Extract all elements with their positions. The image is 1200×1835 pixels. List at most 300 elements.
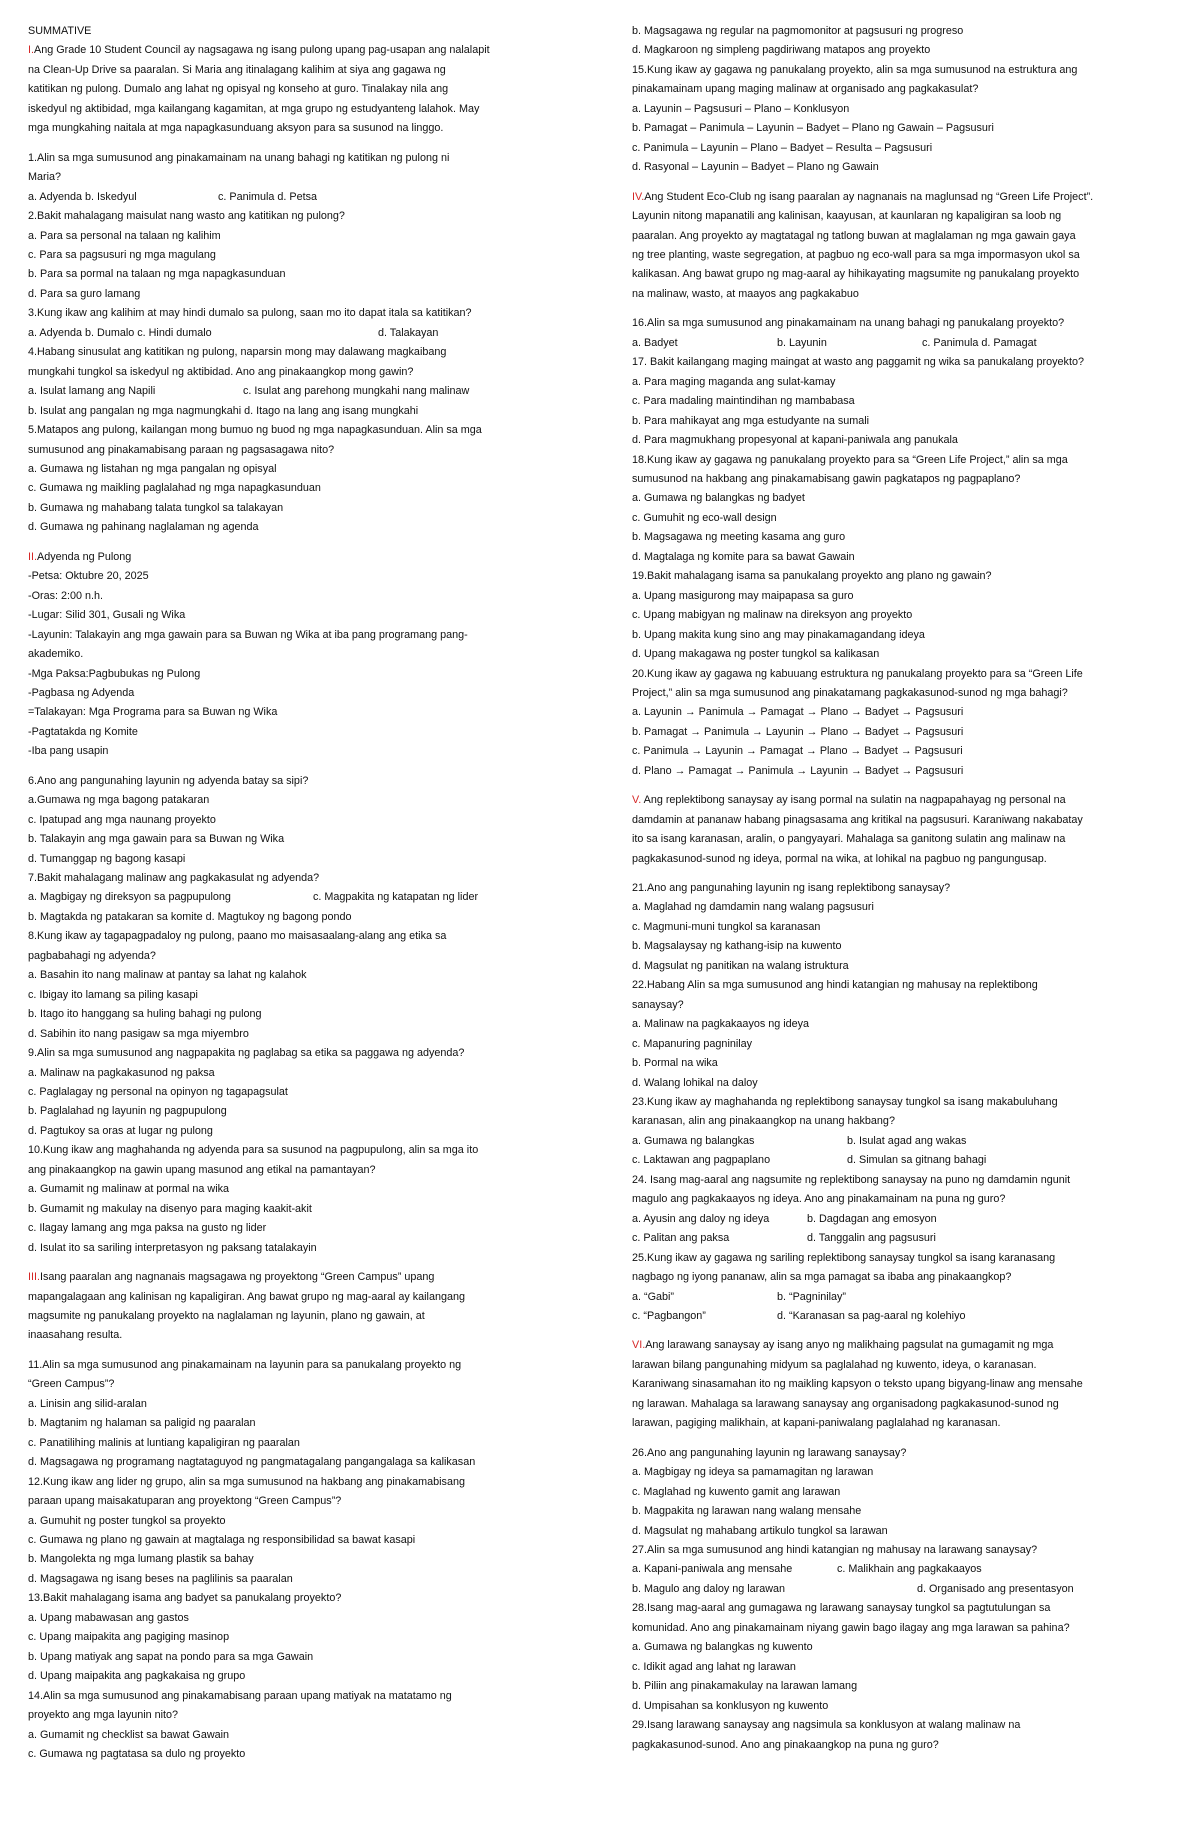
text-line <box>632 1463 1167 1482</box>
line-text: a. Para sa personal na talaan ng kalihim <box>28 229 221 242</box>
text-line <box>632 451 1167 470</box>
line-text: d. Sabihin ito nang pasigaw sa mga miyembro <box>28 1027 249 1040</box>
section-intro-text: Ang larawang sanaysay ay isang anyo ng malikhaing pagsulat na gumagamit ng mga <box>645 1339 1054 1352</box>
line-text: a. Gumawa ng balangkas ng badyet <box>632 492 805 505</box>
text-line <box>28 587 563 606</box>
text-line <box>632 1171 1167 1190</box>
section-marker: I. <box>28 44 34 57</box>
text-line <box>28 246 563 265</box>
section-marker: V. <box>632 794 642 807</box>
inline-choice: d. Tanggalin ang pagsusuri <box>807 1232 936 1245</box>
line-text: 17. Bakit kailangang maging maingat at wasto ang paggamit ng wika sa panukalang proyekto? <box>632 356 1084 369</box>
line-text: iskedyul ng aktibidad, mga kailangang kagamitan, at mga grupo ng estudyanteng lalahok. May <box>28 102 480 115</box>
text-line <box>632 1375 1167 1394</box>
section-marker: IV. <box>632 190 645 203</box>
line-text: 5.Matapos ang pulong, kailangan mong bumuo ng buod ng mga napagkasunduan. Alin sa mga <box>28 424 482 437</box>
line-text: a. Para maging maganda ang sulat-kamay <box>632 375 836 388</box>
left-column-body <box>28 41 563 1764</box>
text-line <box>28 1064 563 1083</box>
text-line <box>28 1531 563 1550</box>
line-text: 29.Isang larawang sanaysay ang nagsimula sa konklusyon at walang malinaw na <box>632 1719 1021 1732</box>
text-line <box>632 1697 1167 1716</box>
text-line <box>632 119 1167 138</box>
text-line <box>28 869 563 888</box>
line-text: d. Magsagawa ng programang nagtataguyod ng pangmatagalang pangangalaga sa kalikasan <box>28 1456 476 1469</box>
line-text: b. Pamagat → Panimula → Layunin → Plano → Badyet → Pagsusuri <box>632 725 964 738</box>
line-text: larawan bilang pangunahing midyum sa paglalahad ng kuwento, ideya, o karanasan. <box>632 1358 1037 1371</box>
text-line <box>632 1522 1167 1541</box>
line-text: c. Ilagay lamang ang mga paksa na gusto ng lider <box>28 1222 267 1235</box>
line-text: Maria? <box>28 171 62 184</box>
text-line <box>632 227 1167 246</box>
text-line <box>28 1706 563 1725</box>
line-text: 25.Kung ikaw ay gagawa ng sariling replektibong sanaysay tungkol sa isang karanasang <box>632 1251 1056 1264</box>
line-text: magsumite ng panukalang proyekto na naglalaman ng layunin, plano ng gawain, at <box>28 1310 425 1322</box>
line-text: b. Gumawa ng mahabang talata tungkol sa talakayan <box>28 501 284 514</box>
line-text: 13.Bakit mahalagang isama ang badyet sa panukalang proyekto? <box>28 1592 342 1605</box>
text-line <box>632 703 1167 722</box>
text-line <box>632 1015 1167 1034</box>
line-text: magulo ang pagkakaayos ng ideya. Ano ang pinakamainam na puna ng guro? <box>632 1193 1006 1206</box>
line-text: c. Gumawa ng maikling paglalahad ng mga napagkasunduan <box>28 482 321 495</box>
text-line <box>632 1414 1167 1433</box>
inline-choice: a. Magbigay ng direksyon sa pagpupulong <box>28 891 231 904</box>
line-text: Project,” alin sa mga sumusunod ang pinakatamang pagkakasunod-sunod ng mga bahagi? <box>632 686 1068 699</box>
line-text: b. Mangolekta ng mga lumang plastik sa bahay <box>28 1553 254 1566</box>
line-text: sanaysay? <box>632 998 684 1011</box>
text-line <box>28 626 563 645</box>
line-text: c. Gumuhit ng eco-wall design <box>632 511 777 524</box>
section-marker: VI. <box>632 1339 646 1352</box>
section-spacer <box>28 1346 563 1356</box>
text-line <box>28 1395 563 1414</box>
text-line <box>632 1054 1167 1073</box>
text-line <box>28 1102 563 1121</box>
inline-choice: a. Ayusin ang daloy ng ideya <box>632 1212 770 1225</box>
line-text: mungkahi tungkol sa iskedyul ng aktibidad. Ano ang pinakaangkop mong gawin? <box>28 365 414 378</box>
line-text: 19.Bakit mahalagang isama sa panukalang proyekto ang plano ng gawain? <box>632 570 992 583</box>
text-line <box>28 149 563 168</box>
text-line <box>632 996 1167 1015</box>
inline-choice: a. Kapani-paniwala ang mensahe <box>632 1563 793 1576</box>
line-text: b. Pamagat – Panimula – Layunin – Badyet – Plano ng Gawain – Pagsusuri <box>632 122 994 135</box>
text-line <box>632 850 1167 869</box>
text-line <box>28 207 563 226</box>
text-line <box>28 1219 563 1238</box>
text-line <box>632 742 1167 761</box>
line-text: b. Magsagawa ng meeting kasama ang guro <box>632 531 846 544</box>
text-line <box>28 1122 563 1141</box>
section-spacer <box>632 781 1167 791</box>
line-text: b. Paglalahad ng layunin ng pagpupulong <box>28 1105 227 1118</box>
text-line <box>632 246 1167 265</box>
text-line <box>632 1541 1167 1560</box>
inline-choice: d. Simulan sa gitnang bahagi <box>847 1154 987 1167</box>
line-text: b. Pormal na wika <box>632 1057 718 1070</box>
text-line <box>632 1288 1167 1307</box>
section-spacer <box>632 869 1167 879</box>
text-line <box>28 908 563 927</box>
text-line <box>632 762 1167 781</box>
line-text: -Oras: 2:00 n.h. <box>28 589 104 602</box>
line-text: komunidad. Ano ang pinakamainam niyang gawin bago ilagay ang mga larawan sa pahina? <box>632 1621 1070 1634</box>
inline-choice: b. Magulo ang daloy ng larawan <box>632 1582 786 1595</box>
line-text: d. Para magmukhang propesyonal at kapani-paniwala ang panukala <box>632 434 958 447</box>
text-line <box>632 898 1167 917</box>
text-line <box>632 791 1167 810</box>
text-line <box>632 80 1167 99</box>
line-text: katitikan ng pulong. Dumalo ang lahat ng opisyal ng konseho at guro. Tinalakay nila ang <box>28 83 449 96</box>
line-text: a. Linisin ang silid-aralan <box>28 1397 147 1410</box>
text-line <box>28 1005 563 1024</box>
text-line <box>632 334 1167 353</box>
line-text: d. Tumanggap ng bagong kasapi <box>28 852 186 865</box>
line-text: c. Para madaling maintindihan ng mambabasa <box>632 395 855 408</box>
line-text: b. Magpakita ng larawan nang walang mensahe <box>632 1505 862 1518</box>
line-text: c. Panimula – Layunin – Plano – Badyet – Resulta – Pagsusuri <box>632 141 933 154</box>
line-text: b. Upang makita kung sino ang may pinakamagandang ideya <box>632 628 925 641</box>
text-line <box>632 937 1167 956</box>
text-line <box>28 1628 563 1647</box>
line-text: 26.Ano ang pangunahing layunin ng larawang sanaysay? <box>632 1446 907 1459</box>
text-line <box>28 61 563 80</box>
text-line <box>28 1414 563 1433</box>
text-line <box>28 188 563 207</box>
line-text: kalikasan. Ang bawat grupo ng mag-aaral ay hihikayating magsumite ng panukalang proyekto <box>632 268 1080 281</box>
line-text: b. Gumamit ng makulay na disenyo para maging kaakit-akit <box>28 1202 312 1215</box>
text-line <box>28 723 563 742</box>
line-text: c. Gumawa ng pagtatasa sa dulo ng proyekto <box>28 1747 246 1760</box>
text-line <box>632 1268 1167 1287</box>
text-line <box>632 1249 1167 1268</box>
text-line <box>28 665 563 684</box>
line-text: b. Magtanim ng halaman sa paligid ng paaralan <box>28 1417 256 1430</box>
text-line <box>28 1044 563 1063</box>
line-text: b. Magtakda ng patakaran sa komite d. Magtukoy ng bagong pondo <box>28 910 352 923</box>
text-line <box>632 373 1167 392</box>
line-text: a. Layunin → Panimula → Pamagat → Plano → Badyet → Pagsusuri <box>632 706 964 719</box>
line-text: 4.Habang sinusulat ang katitikan ng pulong, naparsin mong may dalawang magkaibang <box>28 346 447 359</box>
line-text: proyekto ang mga layunin nito? <box>28 1709 179 1722</box>
text-line <box>632 1599 1167 1618</box>
line-text: a.Gumawa ng mga bagong patakaran <box>28 794 210 807</box>
section-spacer <box>632 178 1167 188</box>
text-line <box>632 41 1167 60</box>
line-text: pagkakasunod-sunod. Ano ang pinakaangkop na puna ng guro? <box>632 1738 939 1751</box>
text-line <box>28 324 563 343</box>
text-line <box>28 742 563 761</box>
text-line <box>28 684 563 703</box>
text-line <box>632 548 1167 567</box>
line-text: 12.Kung ikaw ang lider ng grupo, alin sa mga sumusunod na hakbang ang pinakamabisang <box>28 1475 465 1488</box>
text-line <box>28 1687 563 1706</box>
right-column-body <box>632 22 1167 1755</box>
line-text: c. Paglalagay ng personal na opinyon ng tagapagsulat <box>28 1086 288 1099</box>
line-text: Layunin nitong mapanatili ang kalinisan, kaayusan, at kaunlaran ng kapaligiran sa loob ng <box>632 210 1062 223</box>
text-line <box>632 1190 1167 1209</box>
text-line <box>632 606 1167 625</box>
text-line <box>28 606 563 625</box>
section-spacer <box>632 304 1167 314</box>
line-text: b. Upang matiyak ang sapat na pondo para sa mga Gawain <box>28 1650 314 1663</box>
text-line <box>28 1375 563 1394</box>
line-text: paraan upang maisakatuparan ang proyektong “Green Campus”? <box>28 1495 342 1508</box>
line-text: mapangalagaan ang kalinisan ng kapaligiran. Ang bawat grupo ng mag-aaral ay kailangang <box>28 1290 465 1303</box>
line-text: a. Gumawa ng balangkas ng kuwento <box>632 1641 813 1654</box>
line-text: na Clean-Up Drive sa paaralan. Si Maria ang itinalagang kalihim at siya ang gagawa ng <box>28 63 446 76</box>
text-line <box>632 470 1167 489</box>
line-text: b. Piliin ang pinakamakulay na larawan lamang <box>632 1680 858 1693</box>
line-text: 8.Kung ikaw ay tagapagpadaloy ng pulong, paano mo maisasaalang-alang ang etika sa <box>28 930 447 943</box>
section-spacer <box>632 1434 1167 1444</box>
text-line <box>28 1025 563 1044</box>
line-text: d. Magsulat ng panitikan na walang istruktura <box>632 959 849 972</box>
line-text: 11.Alin sa mga sumusunod ang pinakamainam na layunin para sa panukalang proyekto ng <box>28 1358 462 1371</box>
text-line <box>28 1492 563 1511</box>
text-line <box>28 966 563 985</box>
line-text: -Iba pang usapin <box>28 745 109 758</box>
text-line <box>632 1560 1167 1579</box>
line-text: 22.Habang Alin sa mga sumusunod ang hindi katangian ng mahusay na replektibong <box>632 979 1038 992</box>
text-line <box>28 1512 563 1531</box>
line-text: 23.Kung ikaw ay maghahanda ng replektibong sanaysay tungkol sa isang makabuluhang <box>632 1096 1058 1109</box>
line-text: c. Upang mabigyan ng malinaw na direksyon ang proyekto <box>632 609 913 622</box>
line-text: =Talakayan: Mga Programa para sa Buwan ng Wika <box>28 706 278 719</box>
line-text: 16.Alin sa mga sumusunod ang pinakamainam na unang bahagi ng panukalang proyekto? <box>632 317 1065 330</box>
text-line <box>632 1677 1167 1696</box>
inline-choice: c. “Pagbangon” <box>632 1310 706 1322</box>
text-line <box>28 850 563 869</box>
line-text: b. Isulat ang pangalan ng mga nagmungkahi d. Itago na lang ang isang mungkahi <box>28 404 419 417</box>
text-line <box>632 1093 1167 1112</box>
section-spacer <box>632 1326 1167 1336</box>
text-line <box>28 791 563 810</box>
line-text: ang pinakaangkop na gawin upang masunod ang etikal na pamantayan? <box>28 1163 376 1176</box>
text-line <box>632 1658 1167 1677</box>
line-text: 10.Kung ikaw ang maghahanda ng adyenda para sa susunod na pagpupulong, alin sa mga ito <box>28 1144 479 1157</box>
line-text: c. Ibigay ito lamang sa piling kasapi <box>28 988 198 1001</box>
line-text: c. Magmuni-muni tungkol sa karanasan <box>632 920 821 933</box>
inline-choice: d. Talakayan <box>378 326 439 339</box>
text-line <box>28 830 563 849</box>
text-line <box>28 772 563 791</box>
section-spacer <box>28 762 563 772</box>
text-line <box>632 1210 1167 1229</box>
line-text: 15.Kung ikaw ay gagawa ng panukalang proyekto, alin sa mga sumusunod na estruktura ang <box>632 63 1078 76</box>
text-line <box>632 626 1167 645</box>
line-text: d. Magtalaga ng komite para sa bawat Gawain <box>632 550 855 563</box>
line-text: ng tree planting, waste segregation, at pagbuo ng eco-wall para sa mga impormasyon ukol sa <box>632 248 1080 261</box>
line-text: larawan, pagiging malikhain, at kapani-paniwalang paglalahad ng karanasan. <box>632 1417 1001 1430</box>
line-text: d. Gumawa ng pahinang naglalaman ng agenda <box>28 521 259 534</box>
text-line <box>28 304 563 323</box>
text-line <box>632 392 1167 411</box>
line-text: d. Magsulat ng mahabang artikulo tungkol sa larawan <box>632 1524 888 1537</box>
inline-choice: a. Gumawa ng balangkas <box>632 1134 755 1147</box>
text-line <box>632 314 1167 333</box>
line-text: b. Para mahikayat ang mga estudyante na sumali <box>632 414 870 427</box>
text-line <box>632 1336 1167 1355</box>
inline-choice: c. Malikhain ang pagkakaayos <box>837 1563 982 1576</box>
line-text: 2.Bakit mahalagang maisulat nang wasto ang katitikan ng pulong? <box>28 210 345 223</box>
line-text: ng larawan. Mahalaga sa larawang sanaysay ang organisadong pagkakasunod-sunod ng <box>632 1397 1059 1410</box>
line-text: c. Upang maipakita ang pagiging masinop <box>28 1631 230 1644</box>
line-text: d. Pagtukoy sa oras at lugar ng pulong <box>28 1124 213 1137</box>
line-text: 28.Isang mag-aaral ang gumagawa ng larawang sanaysay tungkol sa pagtutulungan sa <box>632 1602 1051 1615</box>
line-text: 21.Ano ang pangunahing layunin ng isang replektibong sanaysay? <box>632 882 951 895</box>
text-line <box>632 1074 1167 1093</box>
line-text: c. Para sa pagsusuri ng mga magulang <box>28 248 216 261</box>
text-line <box>632 1035 1167 1054</box>
text-line <box>28 460 563 479</box>
line-text: 1.Alin sa mga sumusunod ang pinakamainam na unang bahagi ng katitikan ng pulong ni <box>28 151 450 164</box>
line-text: c. Maglahad ng kuwento gamit ang larawan <box>632 1485 841 1498</box>
text-line <box>28 1356 563 1375</box>
line-text: nagbago ng iyong pananaw, alin sa mga pamagat sa ibaba ang pinakaangkop? <box>632 1271 1012 1284</box>
inline-choice: d. “Karanasan sa pag-aaral ng kolehiyo <box>777 1310 966 1322</box>
text-line <box>28 518 563 537</box>
section-marker: II. <box>28 550 37 563</box>
text-line <box>632 1638 1167 1657</box>
line-text: pagbabahagi ng adyenda? <box>28 949 156 962</box>
line-text: d. Rasyonal – Layunin – Badyet – Plano ng Gawain <box>632 161 879 174</box>
section-intro-text: Ang replektibong sanaysay ay isang pormal na sulatin na nagpapahayag ng personal na <box>641 794 1066 807</box>
line-text: b. Talakayin ang mga gawain para sa Buwan ng Wika <box>28 833 285 846</box>
line-text: a. Gumawa ng listahan ng mga pangalan ng opisyal <box>28 462 277 475</box>
line-text: -Pagbasa ng Adyenda <box>28 686 135 699</box>
line-text: b. Magsalaysay ng kathang-isip na kuwento <box>632 940 842 953</box>
line-text: 9.Alin sa mga sumusunod ang nagpapakita ng paglabag sa etika sa paggawa ng adyenda? <box>28 1047 465 1060</box>
line-text: a. Malinaw na pagkakaayos ng ideya <box>632 1018 810 1031</box>
text-line <box>28 1288 563 1307</box>
text-line <box>632 158 1167 177</box>
text-line <box>632 1736 1167 1755</box>
text-line <box>28 343 563 362</box>
line-text: -Lugar: Silid 301, Gusali ng Wika <box>28 609 186 622</box>
line-text: d. Isulat ito sa sariling interpretasyon ng paksang tatalakayin <box>28 1241 317 1254</box>
line-text: a. Gumamit ng malinaw at pormal na wika <box>28 1183 230 1196</box>
line-text: 18.Kung ikaw ay gagawa ng panukalang proyekto para sa “Green Life Project,” alin sa mga <box>632 453 1068 466</box>
line-text: b. Itago ito hanggang sa huling bahagi ng pulong <box>28 1008 262 1021</box>
text-line <box>632 830 1167 849</box>
text-line <box>632 665 1167 684</box>
text-line <box>632 489 1167 508</box>
inline-choice: c. Isulat ang parehong mungkahi nang malinaw <box>243 385 470 398</box>
line-text: a. Upang mabawasan ang gastos <box>28 1611 189 1624</box>
line-text: a. Layunin – Pagsusuri – Plano – Konklusyon <box>632 102 850 115</box>
line-text: 14.Alin sa mga sumusunod ang pinakamabisang paraan upang matiyak na matatamo ng <box>28 1689 452 1702</box>
text-line <box>632 265 1167 284</box>
text-line <box>28 265 563 284</box>
line-text: 3.Kung ikaw ang kalihim at may hindi dumalo sa pulong, saan mo ito dapat itala sa katitikan? <box>28 307 472 320</box>
text-line <box>28 363 563 382</box>
line-text: -Layunin: Talakayin ang mga gawain para sa Buwan ng Wika at iba pang programang pang- <box>28 628 468 641</box>
inline-choice: c. Laktawan ang pagpaplano <box>632 1154 771 1167</box>
text-line <box>632 188 1167 207</box>
text-line <box>632 957 1167 976</box>
text-line <box>28 1570 563 1589</box>
text-line <box>632 811 1167 830</box>
text-line <box>28 1453 563 1472</box>
line-text: na malinaw, wasto, at maayos ang pagkakabuo <box>632 287 859 300</box>
text-line <box>632 1502 1167 1521</box>
inline-choice: b. “Pagninilay” <box>777 1290 847 1303</box>
text-line <box>28 1609 563 1628</box>
line-text: 27.Alin sa mga sumusunod ang hindi katangian ng mahusay na larawang sanaysay? <box>632 1543 1038 1556</box>
text-line <box>632 509 1167 528</box>
text-line <box>28 1083 563 1102</box>
inline-choice: c. Panimula d. Petsa <box>218 190 318 203</box>
text-line <box>28 1648 563 1667</box>
line-text: c. Panatilihing malinis at luntiang kapaligiran ng paaralan <box>28 1436 300 1449</box>
text-line <box>632 431 1167 450</box>
text-line <box>632 1112 1167 1131</box>
text-line <box>28 1141 563 1160</box>
line-text: -Petsa: Oktubre 20, 2025 <box>28 570 149 583</box>
text-line <box>632 879 1167 898</box>
text-line <box>632 723 1167 742</box>
text-line <box>632 1483 1167 1502</box>
text-line <box>28 80 563 99</box>
text-line <box>632 139 1167 158</box>
inline-choice: c. Panimula d. Pamagat <box>922 336 1037 349</box>
text-line <box>28 119 563 138</box>
inline-choice: b. Dagdagan ang emosyon <box>807 1212 937 1225</box>
line-text: paaralan. Ang proyekto ay magtatagal ng tatlong buwan at maglalaman ng mga gawain gaya <box>632 229 1076 242</box>
line-text: damdamin at pananaw habang pinagsasama ang kritikal na pagsusuri. Karaniwang nakabatay <box>632 813 1083 826</box>
line-text: a. Gumamit ng checklist sa bawat Gawain <box>28 1728 230 1741</box>
section-spacer <box>28 139 563 149</box>
text-line <box>632 412 1167 431</box>
line-text: b. Para sa pormal na talaan ng mga napagkasunduan <box>28 268 286 281</box>
line-text: mga mungkahing naitala at mga napagkasunduang aksyon para sa susunod na linggo. <box>28 122 444 135</box>
line-text: d. Upang maipakita ang pagkakaisa ng grupo <box>28 1670 246 1683</box>
text-line <box>28 1667 563 1686</box>
line-text: -Pagtatakda ng Komite <box>28 725 138 738</box>
text-line <box>632 645 1167 664</box>
line-text: a. Magbigay ng ideya sa pamamagitan ng larawan <box>632 1466 874 1479</box>
text-line <box>28 421 563 440</box>
line-text: c. Ipatupad ang mga naunang proyekto <box>28 813 216 826</box>
text-line <box>632 1307 1167 1326</box>
text-line <box>28 567 563 586</box>
text-line <box>28 1589 563 1608</box>
page-title: SUMMATIVE <box>28 25 92 37</box>
inline-choice: c. Magpakita ng katapatan ng lider <box>313 891 479 904</box>
line-text: sumusunod na hakbang ang pinakamabisang gawin pagkatapos ng pagpaplano? <box>632 472 1021 485</box>
text-line <box>28 703 563 722</box>
text-line <box>632 1395 1167 1414</box>
text-line <box>632 1356 1167 1375</box>
text-line <box>28 168 563 187</box>
line-text: d. Magkaroon ng simpleng pagdiriwang matapos ang proyekto <box>632 44 931 57</box>
inline-choice: a. Badyet <box>632 336 678 349</box>
line-text: akademiko. <box>28 648 84 661</box>
text-line <box>28 1745 563 1764</box>
line-text: c. Gumawa ng plano ng gawain at magtalaga ng responsibilidad sa bawat kasapi <box>28 1533 416 1546</box>
line-text: pinakamainam upang maging malinaw at organisado ang pagkakasulat? <box>632 83 979 96</box>
text-line <box>28 1307 563 1326</box>
line-text: 7.Bakit mahalagang malinaw ang pagkakasulat ng adyenda? <box>28 872 320 885</box>
text-line <box>28 1161 563 1180</box>
text-line <box>632 587 1167 606</box>
line-text: 6.Ano ang pangunahing layunin ng adyenda batay sa sipi? <box>28 774 309 787</box>
inline-choice: b. Isulat agad ang wakas <box>847 1134 967 1147</box>
text-line <box>28 986 563 1005</box>
text-line <box>28 499 563 518</box>
text-line <box>632 567 1167 586</box>
text-line <box>28 1726 563 1745</box>
